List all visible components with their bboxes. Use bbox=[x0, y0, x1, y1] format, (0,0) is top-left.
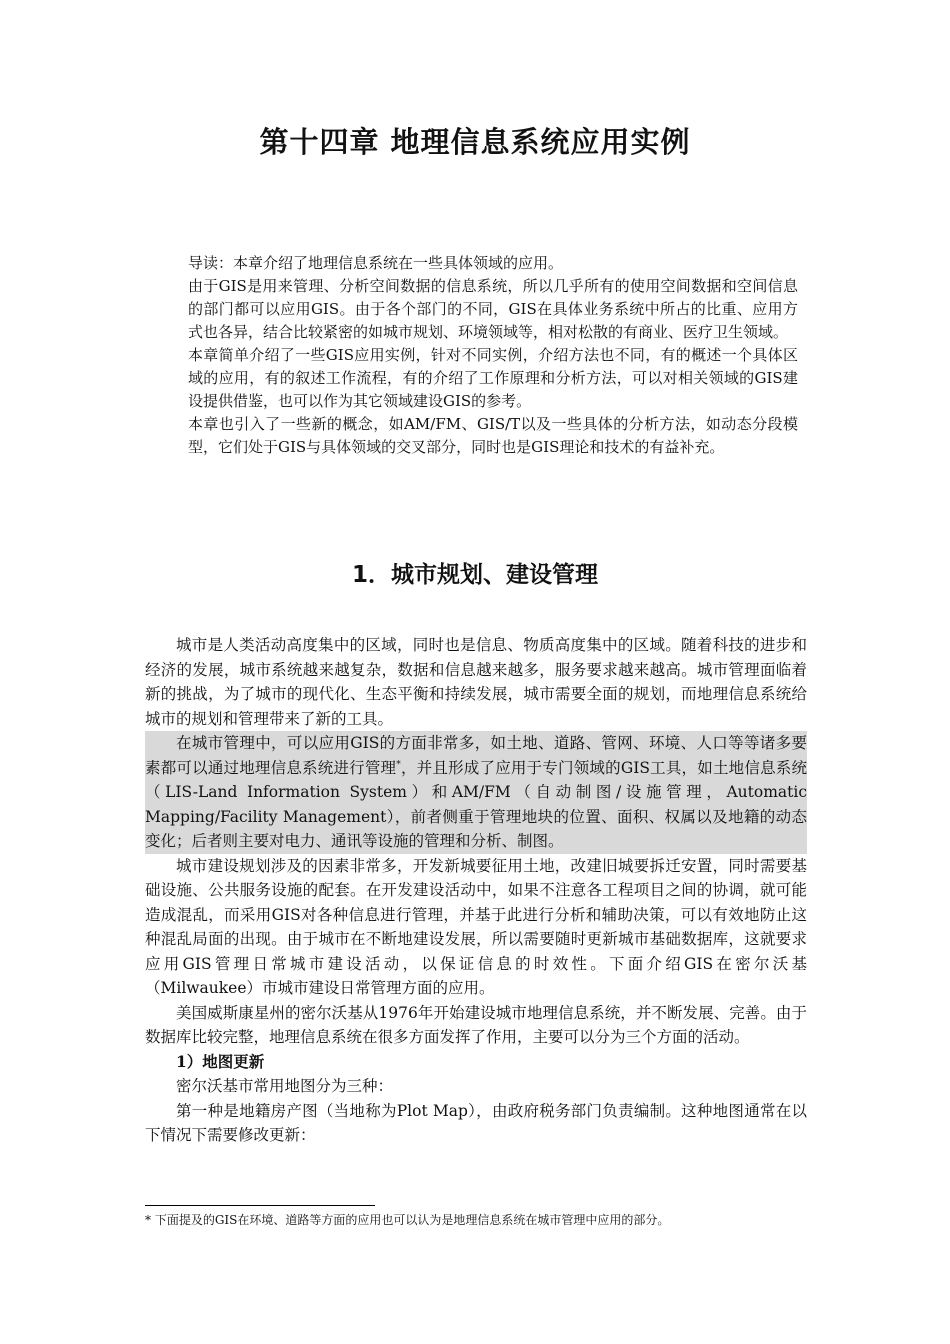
body-paragraph: 密尔沃基市常用地图分为三种： bbox=[176, 1077, 394, 1095]
footnote-divider bbox=[145, 1205, 375, 1206]
body-paragraph: 城市建设规划涉及的因素非常多，开发新城要征用土地，改建旧城要拆迁安置，同时需要基础设施、公共服务设施的配套。在开发建设活动中，如果不注意各工程项目之间的协调，就可能造成混乱，而采用GIS对各种信息进行管理，并基于此进行分析和辅助决策，可以有效地防止这种混乱局面的出现。由于城市在不断地建设发展，所以需要随时更新城市基础数据库，这就要求应用GIS管理日常城市建设活动，以保证信息的时效性。下面介绍GIS在密尔沃基（Milwaukee）市城市建设日常管理方面的应用。 bbox=[145, 856, 807, 997]
intro-paragraph: 本章也引入了一些新的概念，如AM/FM、GIS/T以及一些具体的分析方法，如动态分段模型，它们处于GIS与具体领域的交叉部分，同时也是GIS理论和技术的有益补充。 bbox=[188, 415, 798, 456]
intro-paragraph: 本章简单介绍了一些GIS应用实例，针对不同实例，介绍方法也不同，有的概述一个具体区域的应用，有的叙述工作流程，有的介绍了工作原理和分析方法，可以对相关领域的GIS建设提供借鉴，也可以作为其它领域建设GIS的参考。 bbox=[188, 346, 798, 410]
section-title: 1．城市规划、建设管理 bbox=[351, 562, 598, 588]
highlighted-text-start: 在城市管理中，可以应用GIS的方面非常多，如土地、道路、管网、环境、人口等等诸多要素都可以通过地理信息系统进行管理 bbox=[145, 734, 807, 777]
body-paragraph: 第一种是地籍房产图（当地称为Plot Map），由政府税务部门负责编制。这种地图通常在以下情况下需要修改更新： bbox=[145, 1101, 807, 1144]
chapter-title: 第十四章 地理信息系统应用实例 bbox=[259, 125, 691, 159]
section-body bbox=[145, 633, 807, 1148]
subheading: 1）地图更新 bbox=[176, 1051, 265, 1071]
chapter-intro bbox=[188, 252, 798, 459]
body-paragraph: 美国威斯康星州的密尔沃基从1976年开始建设城市地理信息系统，并不断发展、完善。由于数据库比较完整，地理信息系统在很多方面发挥了作用，主要可以分为三个方面的活动。 bbox=[145, 1003, 807, 1046]
intro-paragraph: 由于GIS是用来管理、分析空间数据的信息系统，所以几乎所有的使用空间数据和空间信息的部门都可以应用GIS。由于各个部门的不同，GIS在具体业务系统中所占的比重、应用方式也各异，结合比较紧密的如城市规划、环境领域等，相对松散的有商业、医疗卫生领域。 bbox=[188, 277, 798, 341]
highlighted-text-end: ，并且形成了应用于专门领域的GIS工具，如土地信息系统（LIS-Land Information System）和AM/FM（自动制图/设施管理，Automatic Mapping/Facility Management），前者侧重于管理地块的位置、面积、权属以及地籍的动态变化；后者则主要对电力、通讯等设施的管理和分析、制图。 bbox=[145, 758, 807, 850]
intro-paragraph: 导读：本章介绍了地理信息系统在一些具体领域的应用。 bbox=[188, 254, 564, 272]
body-paragraph: 城市是人类活动高度集中的区域，同时也是信息、物质高度集中的区域。随着科技的进步和经济的发展，城市系统越来越复杂，数据和信息越来越多，服务要求越来越高。城市管理面临着新的挑战，为了城市的现代化、生态平衡和持续发展，城市需要全面的规划，而地理信息系统给城市的规划和管理带来了新的工具。 bbox=[145, 636, 807, 728]
highlighted-paragraph bbox=[145, 731, 807, 854]
footnote-reference[interactable]: * bbox=[396, 759, 401, 770]
footnote: * 下面提及的GIS在环境、道路等方面的应用也可以认为是地理信息系统在城市管理中应用的部分。 bbox=[145, 1213, 670, 1227]
